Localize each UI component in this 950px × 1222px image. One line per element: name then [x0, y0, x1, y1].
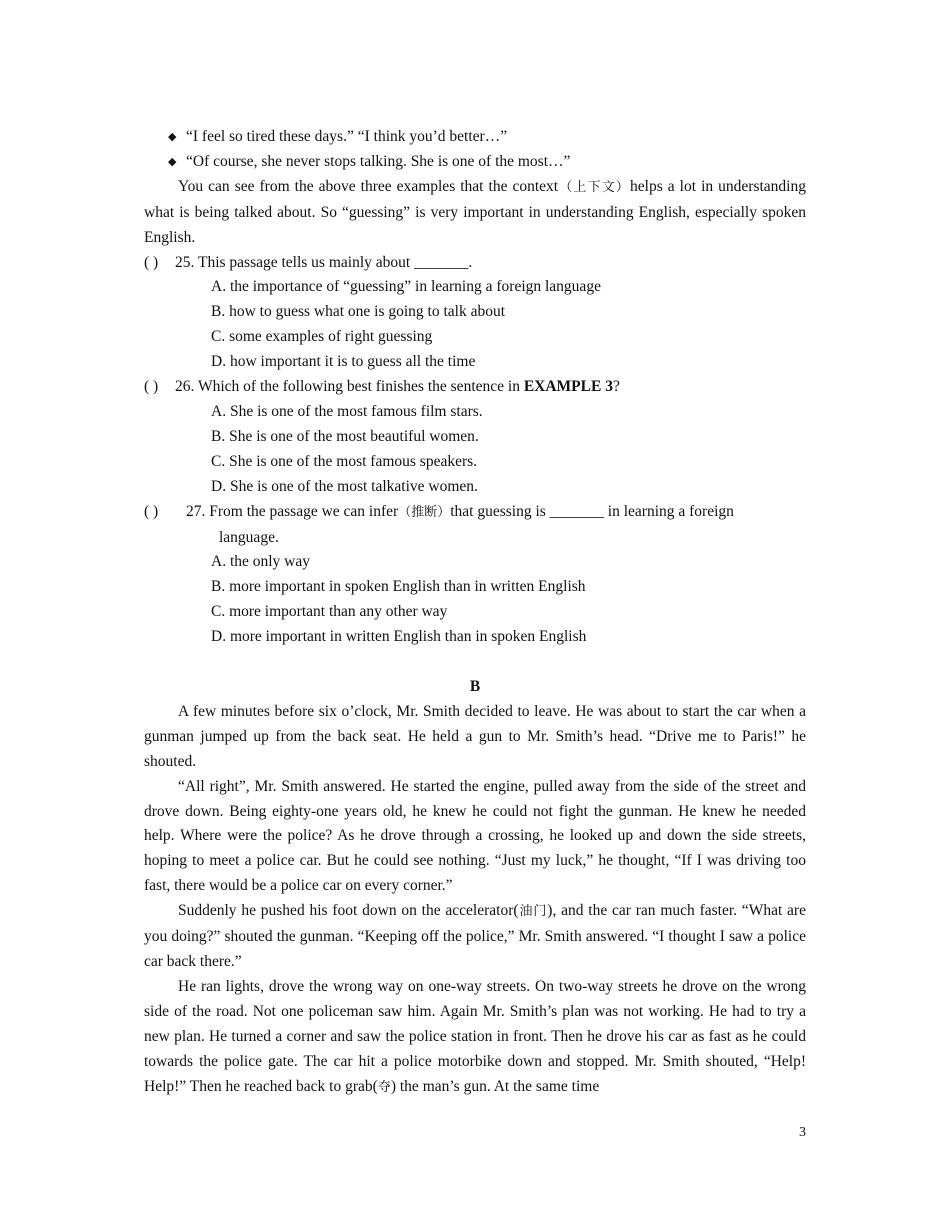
option: D. She is one of the most talkative women. [211, 477, 478, 495]
stem-text: that guessing is _______ in learning a foreign [450, 502, 734, 520]
question-stem-continued: language. [219, 528, 279, 546]
example-text: “I feel so tired these days.” “I think you’d better…” [186, 128, 508, 145]
example-bullet [144, 150, 806, 175]
option: C. some examples of right guessing [211, 328, 433, 346]
option: D. more important in written English than in spoken English [211, 628, 587, 646]
intro-paragraph [144, 175, 806, 251]
stem-text: 26. Which of the following best finishes the sentence in [175, 378, 524, 396]
stem-emphasis: EXAMPLE 3 [523, 378, 613, 396]
passage-paragraph: A few minutes before six o’clock, Mr. Smith decided to leave. He was about to start the car when a gunman jumped up from the back seat. He held a gun to Mr. Smith’s head. “Drive me to Paris!” he shouted. [144, 702, 806, 770]
passage-paragraph [144, 975, 806, 1101]
passage-text: Suddenly he pushed his foot down on the accelerator( [178, 902, 519, 920]
example-bullet [144, 125, 806, 150]
section-title: B [469, 678, 481, 696]
answer-bracket: ( ) [144, 253, 159, 271]
option: A. the only way [211, 553, 311, 571]
answer-bracket: ( ) [144, 378, 159, 396]
option: B. more important in spoken English than in written English [211, 578, 586, 596]
option: A. She is one of the most famous film stars. [211, 402, 483, 420]
intro-gloss: （上下文） [558, 179, 631, 195]
question-stem: 25. This passage tells us mainly about _______. [175, 253, 473, 271]
question-stem [175, 375, 806, 400]
diamond-bullet-icon: ◆ [168, 131, 177, 143]
stem-text: ? [612, 378, 620, 396]
passage-paragraph [144, 899, 806, 975]
passage-text: ), and the car ran much faster. “What are you doing?” shouted the gunman. “Keeping off the police,” Mr. Smith answered. “I thought I saw a police car back there.” [144, 902, 806, 970]
intro-text: helps a lot in understanding what is being talked about. So “guessing” is very important in understanding English, especially spoken English. [144, 177, 806, 246]
page-number: 3 [799, 1125, 806, 1140]
option: C. She is one of the most famous speakers. [211, 452, 478, 470]
question-26 [144, 375, 806, 400]
passage-gloss: 夺 [377, 1079, 391, 1095]
option: C. more important than any other way [211, 603, 448, 621]
option: A. the importance of “guessing” in learning a foreign language [211, 278, 601, 296]
question-stem [186, 500, 806, 526]
passage-paragraph: “All right”, Mr. Smith answered. He started the engine, pulled away from the side of the street and drove down. Being eighty-one years old, he knew he could not fight the gunman. He knew he needed help. Where were the police? As he drove through a crossing, he looked up and down the side streets, hoping to meet a police car. But he could see nothing. “Just my luck,” he thought, “If I was driving too fast, there would be a police car on every corner.” [144, 777, 806, 895]
passage-text: He ran lights, drove the wrong way on one-way streets. On two-way streets he drove on the wrong side of the road. Not one policeman saw him. Again Mr. Smith’s plan was not working. He had to try a new plan. He turned a corner and saw the police station in front. Then he drove his car as fast as he could towards the police gate. The car hit a police motorbike down and stopped. Mr. Smith shouted, “Help! Help!” Then he reached back to grab( [144, 977, 806, 1095]
section-spacer [144, 650, 806, 675]
stem-gloss: （推断） [398, 504, 451, 520]
stem-text: 27. From the passage we can infer [186, 502, 399, 520]
option: B. how to guess what one is going to talk about [211, 303, 506, 321]
question-27 [144, 500, 806, 526]
option: D. how important it is to guess all the time [211, 353, 476, 371]
option: B. She is one of the most beautiful women. [211, 427, 479, 445]
question-25 [144, 251, 806, 276]
diamond-bullet-icon: ◆ [168, 155, 177, 168]
passage-text: ) the man’s gun. At the same time [390, 1077, 600, 1095]
intro-text: You can see from the above three examples that the context [178, 177, 559, 195]
document-page [144, 125, 806, 1100]
answer-bracket: ( ) [144, 502, 159, 520]
example-text: “Of course, she never stops talking. She is one of the most…” [186, 152, 571, 170]
passage-gloss: 油门 [518, 904, 548, 920]
